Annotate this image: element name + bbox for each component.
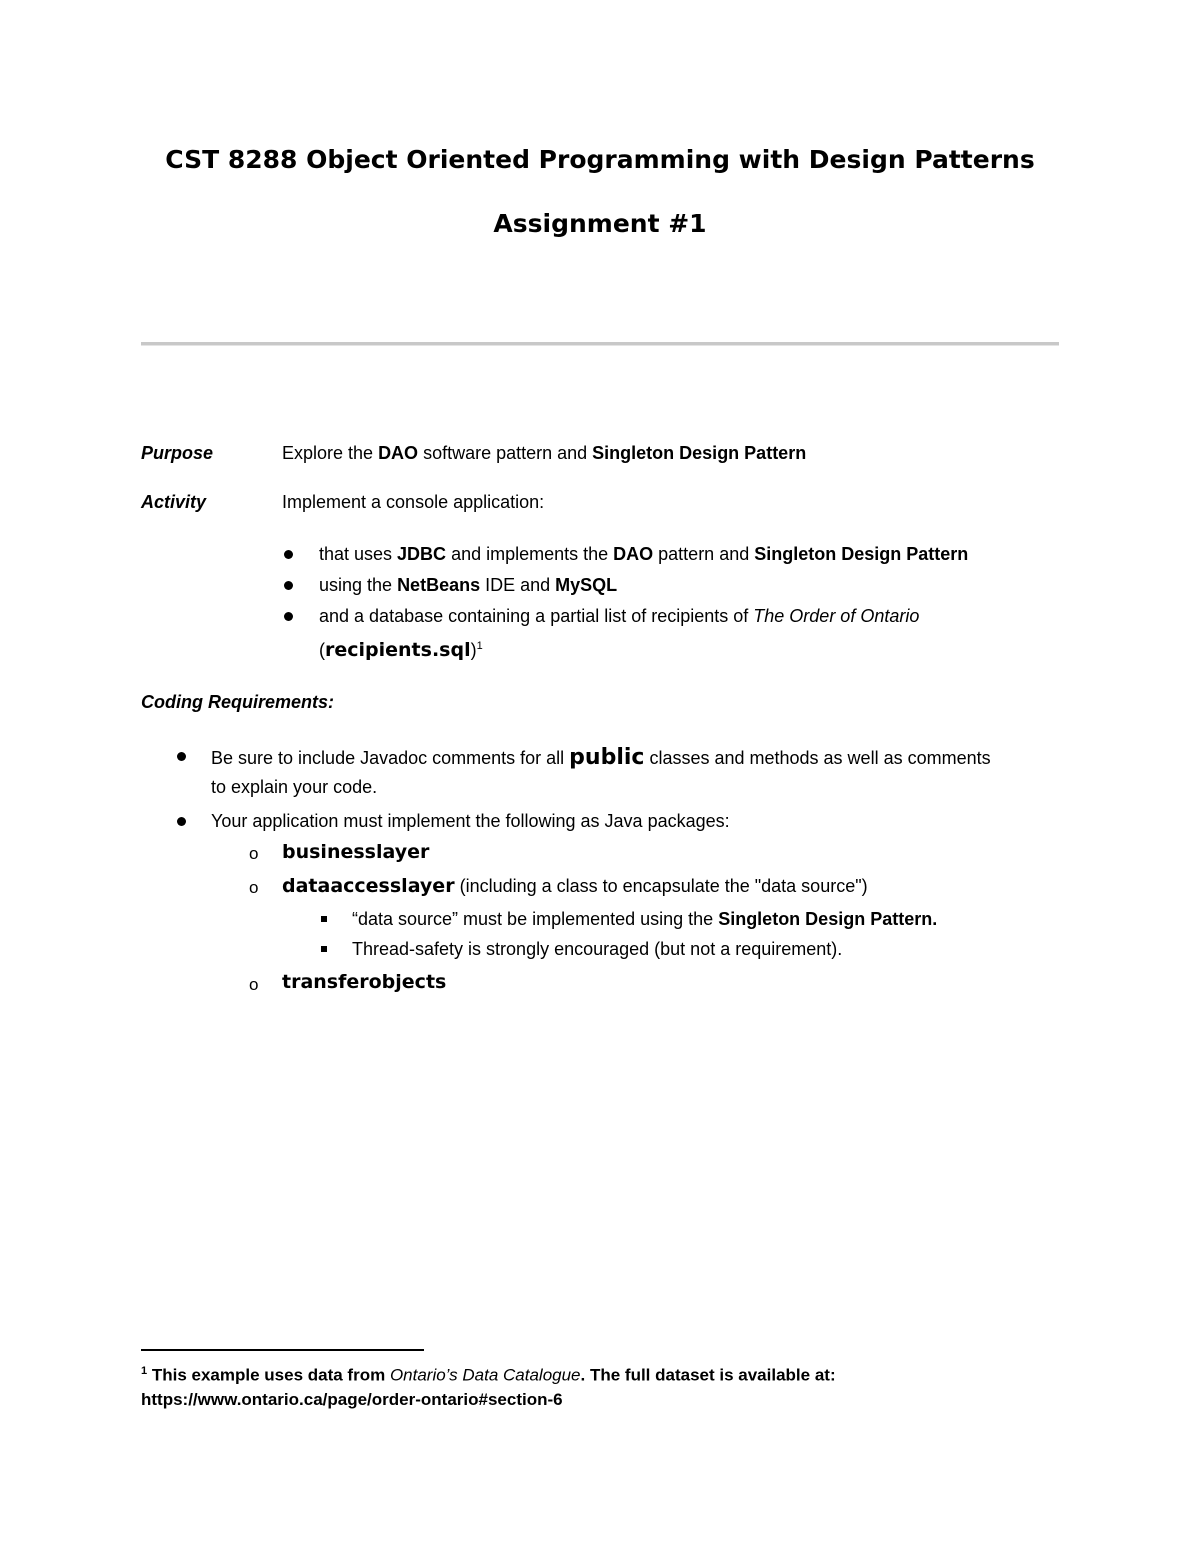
assignment-number: Assignment #1 (493, 209, 707, 238)
purpose-text: Explore the DAO software pattern and Singleton Design Pattern (282, 443, 807, 463)
footnote-text: $^1$ This example uses data from Ontario’s Data Catalogue. The full dataset is available at: (141, 1365, 836, 1385)
bullet-icon (177, 817, 186, 826)
square-bullet-icon (321, 916, 327, 922)
package-dataaccesslayer: dataaccesslayer (including a class to encapsulate the "data source") (282, 875, 868, 897)
bullet-icon (177, 752, 186, 761)
activity-label: Activity (141, 492, 207, 512)
sub-requirement-2: Thread-safety is strongly encouraged (but not a requirement). (352, 939, 843, 959)
square-bullet-icon (321, 946, 327, 952)
circle-bullet-icon: o (249, 878, 259, 897)
footnote-separator (141, 1349, 424, 1351)
horizontal-rule (141, 342, 1059, 346)
activity-intro: Implement a console application: (282, 492, 545, 512)
requirement-1-cont: to explain your code. (211, 777, 378, 797)
purpose-label: Purpose (141, 443, 214, 463)
activity-bullet-3: and a database containing a partial list of recipients of The Order of Ontario (319, 606, 920, 626)
requirement-2: Your application must implement the following as Java packages: (211, 811, 730, 831)
requirement-1: Be sure to include Javadoc comments for all public classes and methods as well as comments (211, 745, 991, 770)
circle-bullet-icon: o (249, 844, 259, 863)
bullet-icon (284, 550, 293, 559)
package-businesslayer: businesslayer (282, 841, 430, 863)
package-transferobjects: transferobjects (282, 971, 447, 993)
recipients-file: (recipients.sql)$^1$ (319, 639, 483, 661)
bullet-icon (284, 612, 293, 621)
footnote-url[interactable]: https://www.ontario.ca/page/order-ontario#section-6 (141, 1390, 563, 1409)
activity-bullet-2: using the NetBeans IDE and MySQL (319, 575, 618, 595)
bullet-icon (284, 581, 293, 590)
circle-bullet-icon: o (249, 975, 259, 994)
activity-bullet-1: that uses JDBC and implements the DAO pattern and Singleton Design Pattern (319, 544, 969, 564)
page-title: CST 8288 Object Oriented Programming with Design Patterns (165, 145, 1035, 174)
coding-requirements-label: Coding Requirements: (141, 692, 335, 712)
sub-requirement-1: “data source” must be implemented using the Singleton Design Pattern. (352, 909, 938, 929)
